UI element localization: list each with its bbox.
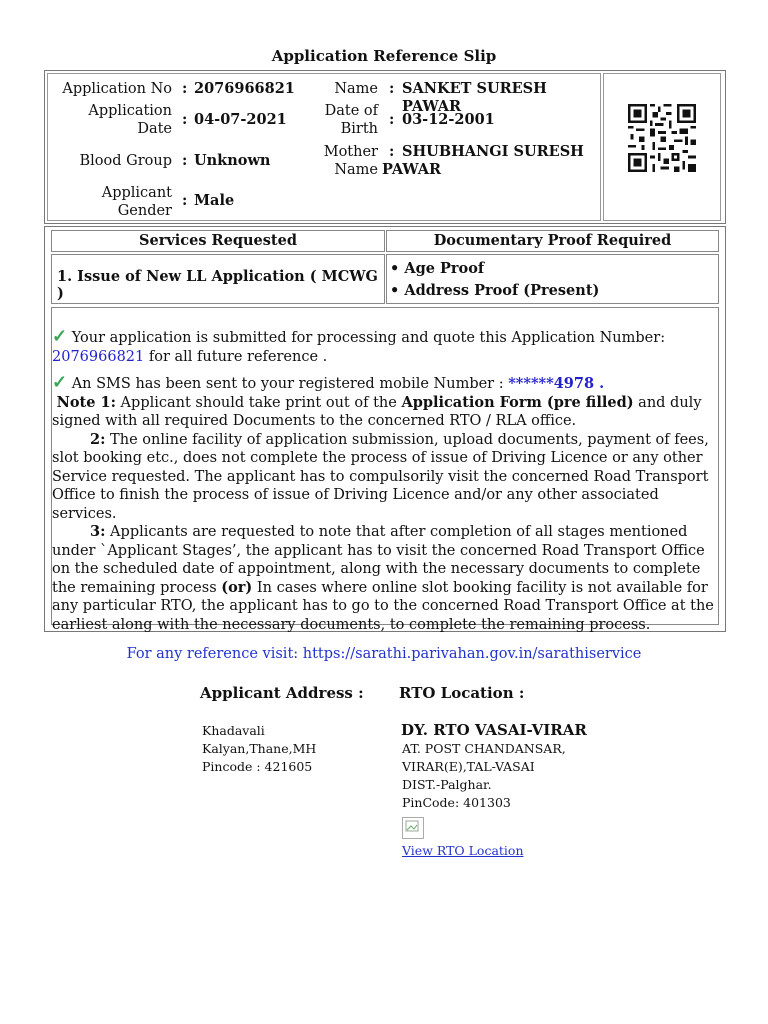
rto-address-line: PinCode: 401303 [402, 795, 511, 810]
mother-name-value [382, 143, 584, 179]
note1-label: Note 1: [56, 393, 116, 411]
colon: : [182, 152, 188, 169]
note2-label: 2: [90, 430, 106, 448]
mother-label-line2: Name [334, 162, 378, 178]
applicant-address [202, 722, 316, 776]
applicant-info-box [44, 70, 726, 224]
gender-label [48, 184, 172, 220]
masked-mobile-number: ******4978 . [508, 375, 605, 392]
name-value: SANKET SURESH PAWAR [402, 80, 547, 115]
service-item: 1. Issue of New LL Application ( MCWG ) [51, 254, 385, 304]
app-no-label: Application No [62, 81, 172, 97]
note3-text-b: In cases where online slot booking facility is not available for any particular RTO, the applicant has to go to the concerned Road Transport Office at the earliest along with the necessary documents, to complete the remaining process. [52, 579, 714, 633]
note3-or: (or) [221, 578, 253, 596]
note2-text: The online facility of application submission, upload documents, payment of fees, slot booking etc., does not complete the process of issue of Driving Licence or any other Service requested. The applicant has to compulsorily visit the concerned Road Transport Office to finish the process of issue of Driving Licence and/or any other associated services. [52, 431, 709, 522]
colon: : [182, 192, 188, 209]
address-line: Kalyan,Thane,MH [202, 741, 317, 756]
app-date-label-line2: Date [137, 121, 172, 137]
proof-item: • Age Proof [390, 260, 485, 277]
check-mark-icon: ✓ [52, 372, 68, 393]
gender-label-line2: Gender [117, 203, 172, 219]
colon: : [182, 80, 188, 97]
documentary-proof-header: Documentary Proof Required [386, 230, 719, 252]
rto-location-heading: RTO Location : [399, 684, 525, 702]
application-number-highlight: 2076966821 [52, 348, 145, 365]
proof-list [386, 254, 719, 304]
colon: : [389, 111, 395, 128]
gender-label-line1: Applicant [101, 185, 172, 201]
note3-label: 3: [90, 523, 106, 540]
services-box [44, 226, 726, 632]
mother-name-label [288, 143, 378, 179]
dob-value: 03-12-2001 [402, 111, 495, 128]
address-line: Pincode : 421605 [202, 759, 313, 774]
app-date-label [48, 102, 172, 138]
dob-label [288, 102, 378, 138]
proof-item: • Address Proof (Present) [390, 282, 600, 299]
name-label: Name [334, 81, 378, 97]
colon: : [389, 143, 395, 160]
reference-link-text: For any reference visit: https://sarathi.parivahan.gov.in/sarathiservice [126, 646, 642, 662]
rto-address-line: AT. POST CHANDANSAR, [402, 741, 566, 756]
mother-name-line1: SHUBHANGI SURESH [402, 143, 584, 160]
app-date-label-line1: Application [88, 103, 172, 119]
dob-label-line1: Date of [324, 103, 378, 119]
rto-address-line: VIRAR(E),TAL-VASAI [402, 759, 535, 774]
blood-label: Blood Group [79, 153, 172, 169]
colon: : [389, 80, 395, 97]
qr-code-icon [628, 104, 696, 172]
applicant-address-heading: Applicant Address : [200, 684, 364, 702]
address-line: Khadavali [202, 723, 265, 738]
qr-code-cell [603, 73, 721, 221]
page-title: Application Reference Slip [271, 47, 497, 65]
note1-text-a: Applicant should take print out of the [115, 394, 402, 411]
submitted-message: Your application is submitted for processing and quote this Application Number: [71, 330, 666, 346]
gender-value: Male [194, 192, 235, 209]
sms-message: An SMS has been sent to your registered mobile Number : [71, 376, 509, 392]
check-mark-icon: ✓ [52, 326, 68, 347]
rto-address [402, 740, 566, 812]
rto-name: DY. RTO VASAI-VIRAR [401, 721, 587, 739]
note3-text-a: Applicants are requested to note that after completion of all stages mentioned under `Applicant Stages’, the applicant has to visit the concerned Road Transport Office on the scheduled date of appointment, along with the necessary documents to complete the remaining process [52, 524, 705, 596]
view-rto-location-link[interactable]: View RTO Location [402, 843, 524, 858]
mother-name-line2: PAWAR [382, 161, 442, 178]
note1-text-b: Application Form (pre filled) [401, 393, 634, 411]
broken-image-icon[interactable] [402, 817, 424, 839]
app-date-value: 04-07-2021 [194, 111, 287, 128]
colon: : [182, 111, 188, 128]
rto-address-line: DIST.-Palghar. [402, 777, 492, 792]
dob-label-line2: Birth [340, 121, 378, 137]
app-no-value: 2076966821 [194, 80, 295, 97]
instructions-panel [51, 307, 719, 633]
services-requested-header: Services Requested [51, 230, 385, 252]
submitted-suffix: for all future reference . [144, 348, 328, 365]
note1-text-c: and duly signed with all required Documents to the concerned RTO / RLA office. [52, 394, 702, 429]
blood-value: Unknown [194, 152, 271, 169]
applicant-details [47, 73, 601, 221]
mother-label-line1: Mother [323, 144, 378, 160]
